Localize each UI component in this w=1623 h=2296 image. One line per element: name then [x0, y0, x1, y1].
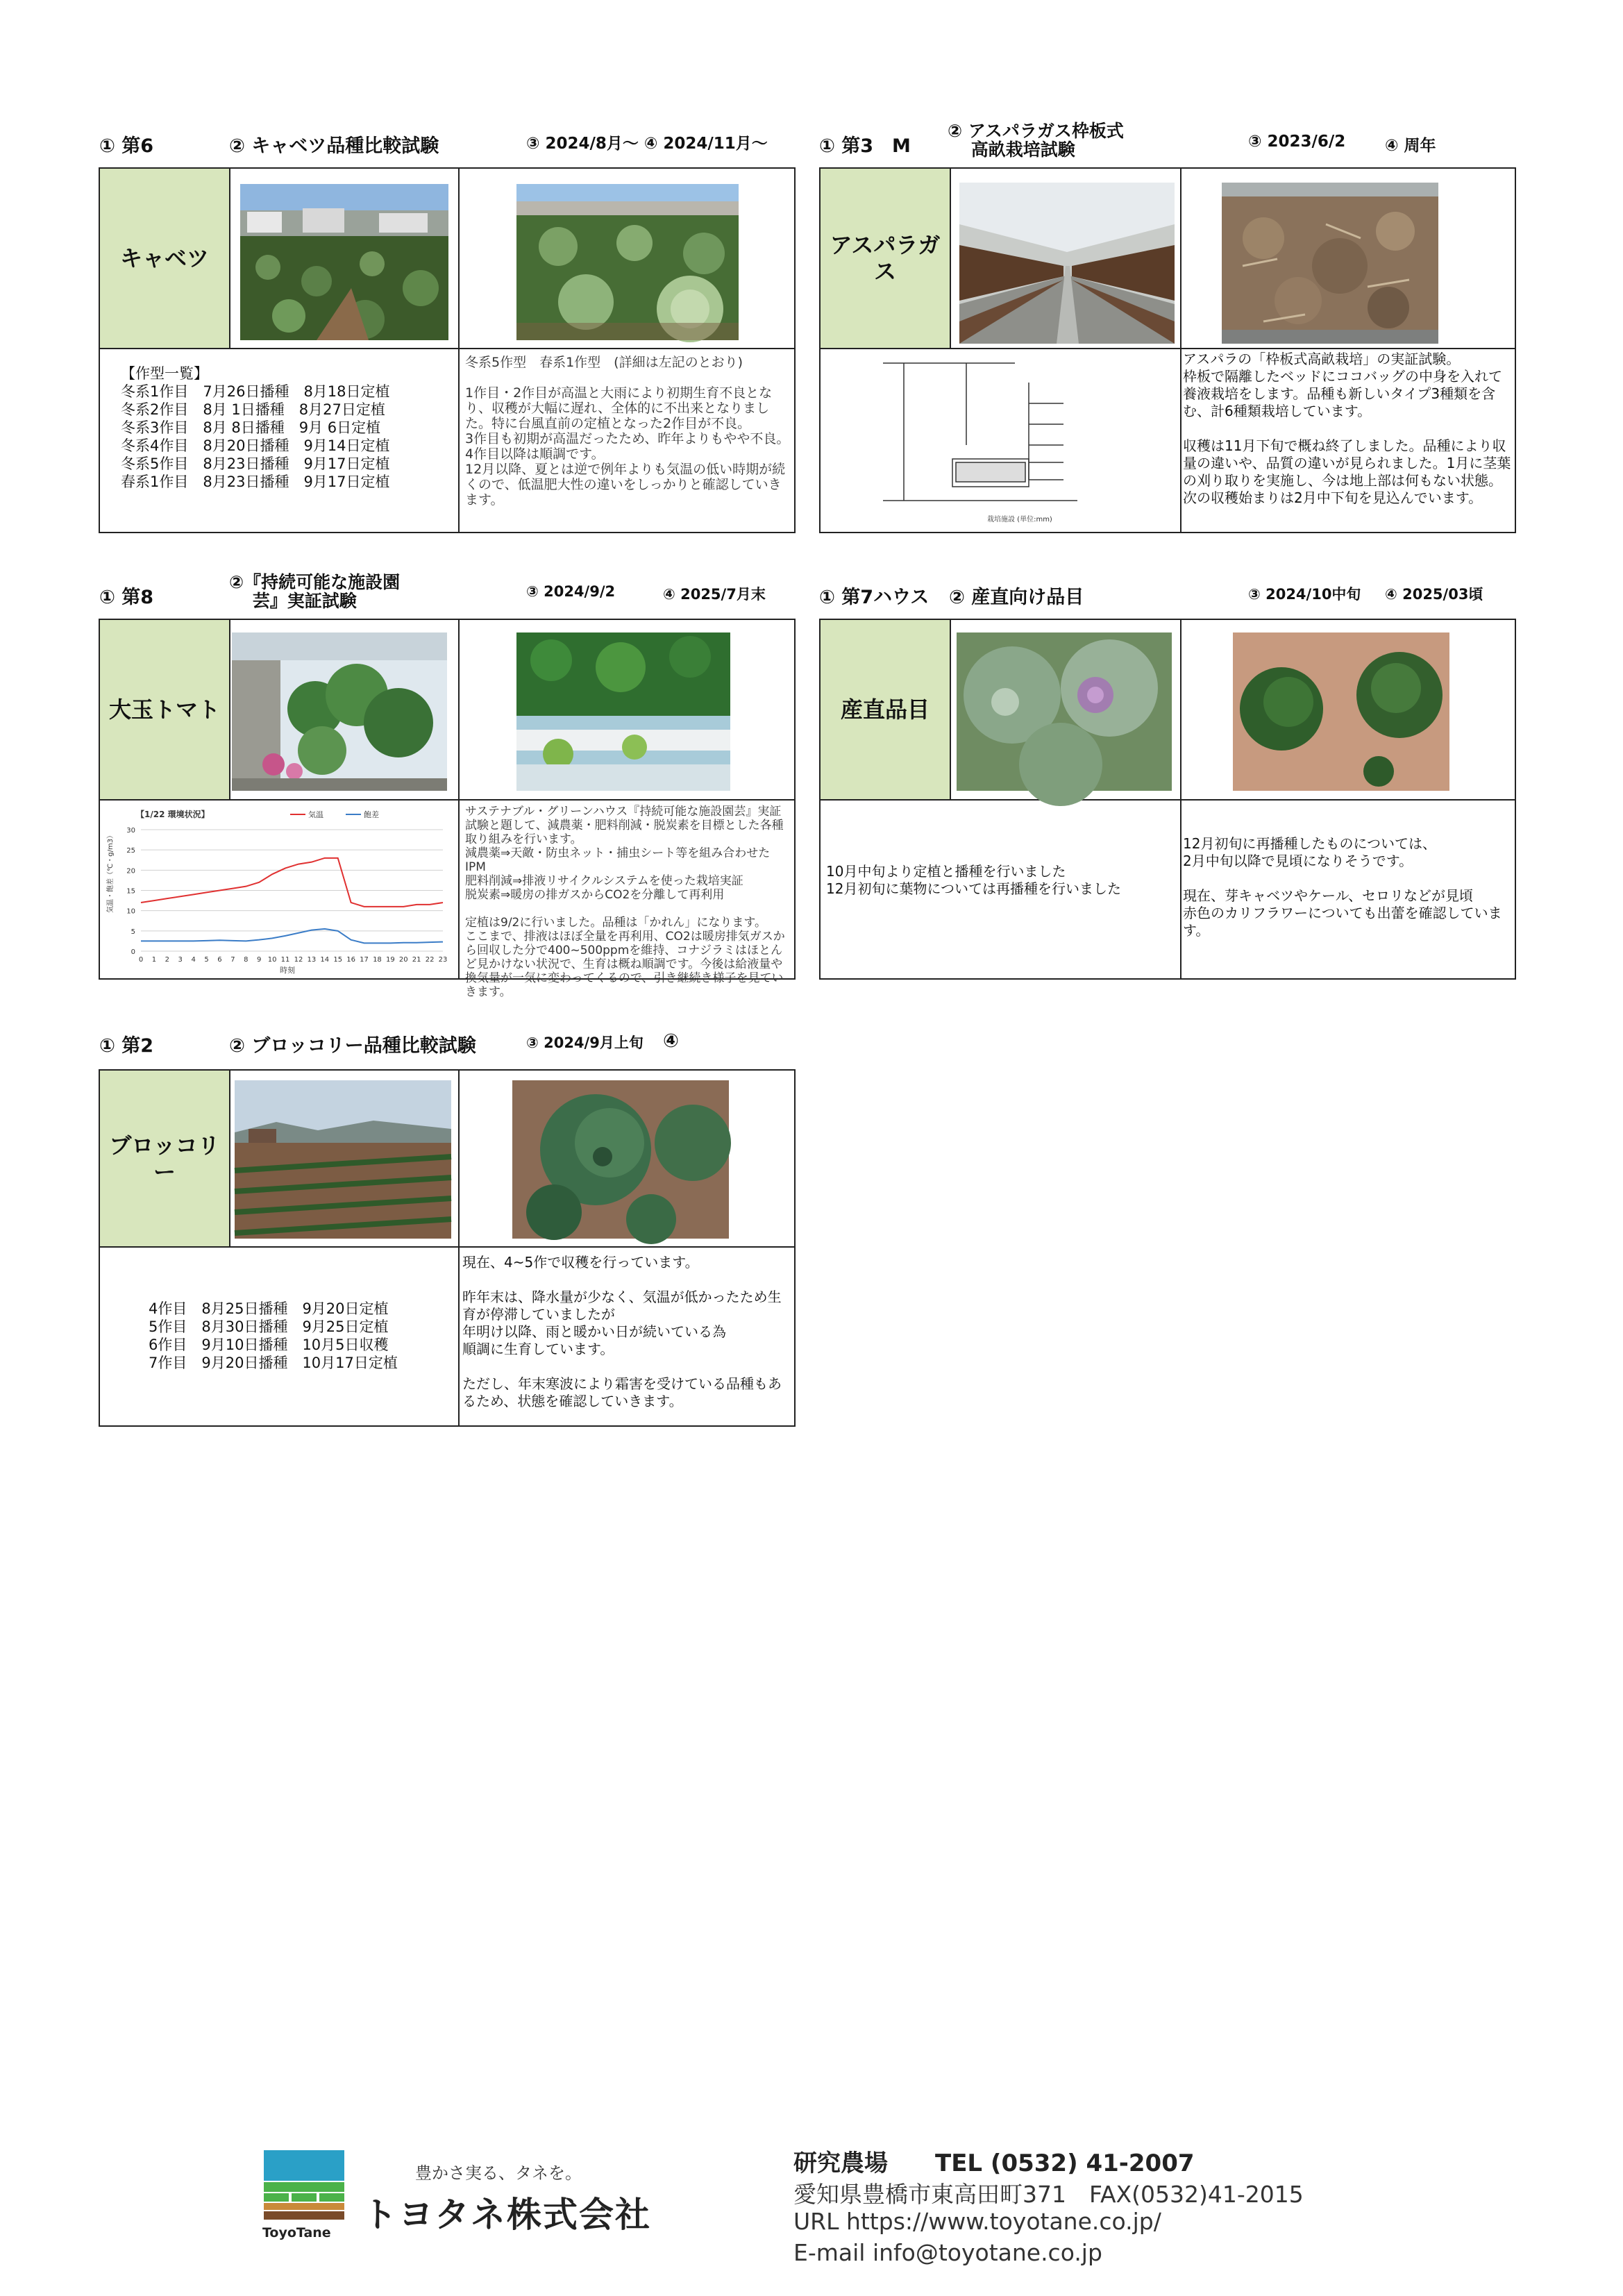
s2-date-start: ③ 2023/6/2	[1248, 133, 1346, 151]
s5-schedule-text: 4作目 8月25日播種 9月20日定植 5作目 8月30日播種 9月25日定植 6作目 9月10日播種 10月5日収穫 7作目 9月20日播種 10月17日定植	[149, 1300, 398, 1371]
s4-schedule-text: 10月中旬より定植と播種を行いました 12月初旬に葉物については再播種を行いました	[826, 863, 1122, 897]
website-link[interactable]: URL https://www.toyotane.co.jp/	[793, 2208, 1161, 2235]
s2-photo-soil	[1222, 183, 1438, 344]
s5-date-start: ③ 2024/9月上旬	[526, 1034, 644, 1051]
chart-x-tick: 2	[165, 956, 170, 964]
chart-x-tick: 23	[438, 956, 448, 964]
s4-date-start: ③ 2024/10中旬	[1248, 586, 1361, 603]
env-chart-svg	[103, 802, 457, 978]
chart-y-tick: 0	[131, 948, 135, 956]
s3-date-end: ④ 2025/7月末	[663, 586, 766, 603]
chart-x-tick: 6	[217, 956, 222, 964]
s5-title: ② ブロッコリー品種比較試験	[229, 1035, 476, 1057]
chart-x-tick: 3	[178, 956, 183, 964]
chart-y-tick: 5	[131, 928, 135, 936]
s5-table	[99, 1069, 796, 1427]
s4-crop-label: 産直品目	[821, 620, 950, 799]
s1-notes-text: 冬系5作型 春系1作型 (詳細は左記のとおり) 1作目・2作目が高温と大雨により初期生育不良となり、収穫が大幅に遅れ、全体的に不出来となりました。特に台風直前の定植となった2作目が不良。 3作目も初期が高温だったため、昨年よりもやや不良。4作目以降は順調です。 12月以降、夏とは逆で例年よりも気温の低い時期が続くので、低温肥大性の違いをしっかりと確認していきます。	[465, 355, 790, 508]
s4-title: ② 産直向け品目	[949, 587, 1084, 608]
chart-x-tick: 13	[307, 956, 317, 964]
chart-y-tick: 25	[126, 847, 135, 855]
s4-date-end: ④ 2025/03頃	[1385, 586, 1483, 603]
s2-bed-diagram	[883, 355, 1112, 528]
chart-y-tick: 30	[126, 827, 135, 835]
chart-x-tick: 0	[138, 956, 144, 964]
s1-photo-field	[240, 184, 448, 340]
chart-x-tick: 12	[294, 956, 303, 964]
tagline: 豊かさ実る、タネを。	[415, 2163, 582, 2183]
s3-notes-text: サステナブル・グリーンハウス『持続可能な施設園芸』実証試験と題して、減農薬・肥料削減・脱炭素を目標とした各種取り組みを行います。 減農薬⇒天敵・防虫ネット・捕虫シート等を組み合わせたIPM 肥料削減⇒排液リサイクルシステムを使った栽培実証 脱炭素⇒暖房の排ガスからCO2を分離して再利用 定植は9/2に行いました。品種は「かれん」になります。 ここまで、排液はほぼ全量を再利用、CO2は暖房排気ガスから回収した分で400~500ppmを維持、コナジラミはほとんど見かけない状況で、生育は概ね順調です。今後は給液量や換気量が一気に変わってくるので、引き継続き様子を見ていきます。	[465, 805, 785, 999]
chart-x-tick: 22	[425, 956, 435, 964]
chart-x-tick: 1	[151, 956, 157, 964]
s3-number: ① 第8	[99, 587, 154, 608]
company-name: トヨタネ株式会社	[362, 2195, 651, 2235]
logo-text: ToyoTane	[262, 2225, 331, 2240]
lab-phone: 研究農場 TEL (0532) 41-2007	[793, 2150, 1195, 2177]
s3-env-chart	[103, 802, 457, 978]
s2-title: ② アスパラガス枠板式 高畝栽培試験	[948, 121, 1124, 160]
s1-table	[99, 167, 796, 533]
s3-title: ②『持続可能な施設園 芸』実証試験	[229, 572, 401, 611]
s2-number: ① 第3 M	[819, 135, 911, 157]
s1-schedule-text: 【作型一覧】 冬系1作目 7月26日播種 8月18日定植 冬系2作目 8月 1日播種 8月27日定植 冬系3作目 8月 8日播種 9月 6日定植 冬系4作目 8月20日播種 9月14日定植 冬系5作目 8月23日播種 9月17日定植 春系1作目 8月23日播種 9月17日定植	[121, 365, 390, 490]
s4-table	[819, 619, 1516, 980]
chart-x-tick: 21	[412, 956, 421, 964]
chart-series-temperature-line	[141, 858, 443, 907]
s2-diagram-caption: 栽培施設 (単位:mm)	[987, 516, 1052, 523]
s2-table	[819, 167, 1516, 533]
chart-y-tick: 15	[126, 887, 135, 896]
chart-x-tick: 4	[191, 956, 196, 964]
chart-x-tick: 19	[385, 956, 395, 964]
s4-notes-text: 12月初旬に再播種したものについては、 2月中旬以降で見頃になりそうです。 現在、芽キャベツやケール、セロリなどが見頃 赤色のカリフラワーについても出蕾を確認しています。	[1183, 835, 1502, 939]
s2-crop-label: アスパラガ ス	[821, 169, 950, 348]
chart-x-tick: 17	[360, 956, 369, 964]
s1-dates: ③ 2024/8月～ ④ 2024/11月～	[526, 135, 768, 153]
chart-y-tick: 20	[126, 867, 135, 875]
chart-x-tick: 5	[204, 956, 209, 964]
chart-x-tick: 8	[244, 956, 249, 964]
s3-table	[99, 619, 796, 999]
s5-number: ① 第2	[99, 1035, 154, 1057]
s2-photo-greenhouse	[959, 183, 1175, 344]
s4-photo-kale	[957, 632, 1172, 791]
chart-legend-label: 飽差	[364, 810, 379, 819]
s1-crop-label: キャベツ	[100, 169, 229, 348]
s3-photo-greenhouse	[232, 632, 447, 791]
s5-date-end: ④	[663, 1030, 679, 1052]
chart-x-tick: 16	[346, 956, 355, 964]
chart-y-tick: 10	[126, 907, 135, 916]
s3-date-start: ③ 2024/9/2	[526, 583, 616, 600]
s5-photo-broccoli	[512, 1080, 729, 1239]
s4-photo-spinach	[1233, 632, 1449, 791]
s4-number: ① 第7ハウス	[819, 587, 930, 608]
email-link[interactable]: E-mail info@toyotane.co.jp	[793, 2239, 1102, 2266]
s1-title: ② キャベツ品種比較試験	[229, 135, 439, 157]
s3-photo-tomato	[516, 632, 730, 791]
chart-x-tick: 9	[257, 956, 262, 964]
chart-legend-label: 気温	[308, 810, 323, 819]
address: 愛知県豊橋市東高田町371 FAX(0532)41-2015	[793, 2181, 1304, 2208]
s5-notes-text: 現在、4~5作で収穫を行っています。 昨年末は、降水量が少なく、気温が低かったため生育が停滞していましたが 年明け以降、雨と暖かい日が続いている為 順調に生育しています。 ただし、年末寒波により霜害を受けている品種もあるため、状態を確認していきます。	[462, 1254, 782, 1409]
s2-notes-text: アスパラの「枠板式高畝栽培」の実証試験。 枠板で隔離したベッドにココバッグの中身を入れて養液栽培をします。品種も新しいタイプ3種類を含む、計6種類栽培しています。 収穫は11月下旬で概ね終了しました。品種により収量の違いや、品質の違いが見られました。1月に茎葉の刈り取りを実施し、今は地上部は何もない状態。次の収穫始まりは2月中下旬を見込んでいます。	[1183, 351, 1511, 506]
chart-x-tick: 15	[333, 956, 343, 964]
chart-x-label: 時刻	[280, 966, 295, 975]
chart-y-label: 気温・飽差（℃・g/m3）	[107, 831, 115, 913]
chart-x-tick: 14	[320, 956, 330, 964]
chart-x-tick: 10	[267, 956, 277, 964]
s1-number: ① 第6	[99, 135, 154, 157]
chart-title: 【1/22 環境状況】	[136, 810, 210, 819]
s5-crop-label: ブロッコリー	[100, 1071, 229, 1246]
s3-crop-label: 大玉トマト	[100, 620, 229, 799]
chart-x-tick: 11	[280, 956, 290, 964]
chart-x-tick: 20	[398, 956, 408, 964]
chart-x-tick: 18	[373, 956, 382, 964]
s5-photo-field	[235, 1080, 451, 1239]
chart-x-tick: 7	[230, 956, 235, 964]
s1-photo-cabbage	[516, 184, 739, 340]
s2-date-end: ④ 周年	[1385, 137, 1436, 155]
